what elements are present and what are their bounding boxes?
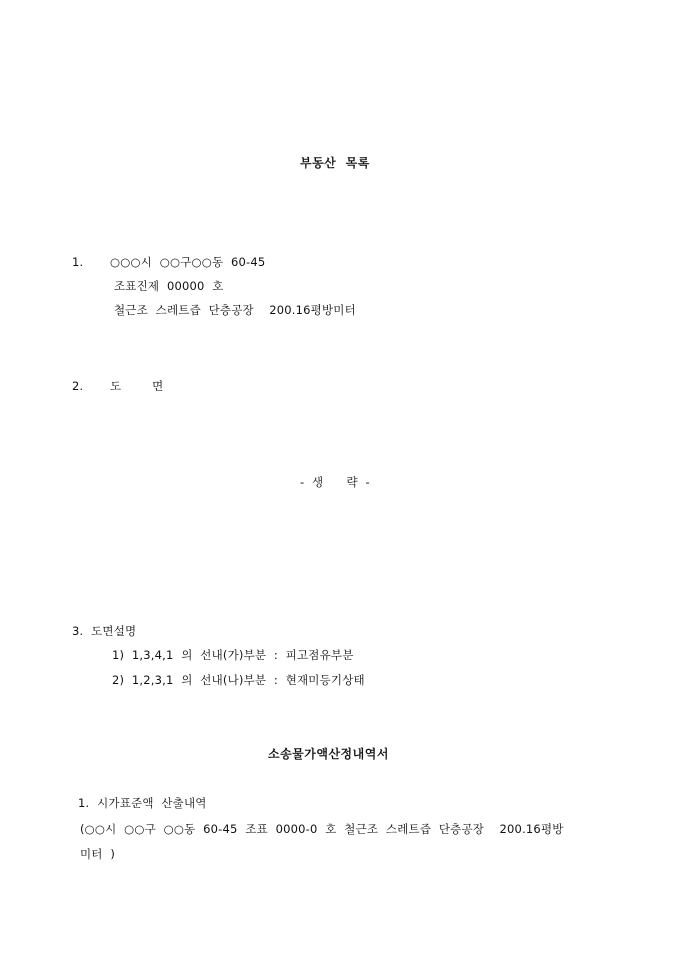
calc-heading: 1. 시가표준액 산출내역 [78, 796, 207, 810]
item3-heading: 3. 도면설명 [72, 624, 137, 638]
item1-building-number: 조표진제 00000 호 [114, 279, 224, 293]
item3-line-1: 1) 1,3,4,1 의 선내(가)부분 : 피고점유부분 [112, 648, 354, 662]
item1-address: ○○○시 ○○구○○동 60-45 [110, 255, 266, 269]
item3-line-2: 2) 1,2,3,1 의 선내(나)부분 : 현재미등기상태 [112, 673, 365, 687]
item1-structure: 철근조 스레트즙 단층공장 200.16평방미터 [114, 303, 356, 317]
item2-number: 2. [72, 379, 84, 393]
item1-number: 1. [72, 255, 84, 269]
calc-section-title: 소송물가액산정내역서 [268, 747, 389, 761]
document-title: 부동산 목록 [300, 156, 370, 170]
drawing-omitted-note: - 생 략 - [300, 475, 370, 489]
calc-line-1: (○○시 ○○구 ○○동 60-45 조표 0000-0 호 철근조 스레트즙 단층공장 200.16평방 [80, 822, 564, 836]
calc-line-2: 미터 ) [80, 847, 116, 861]
item2-label: 도 면 [110, 379, 164, 393]
